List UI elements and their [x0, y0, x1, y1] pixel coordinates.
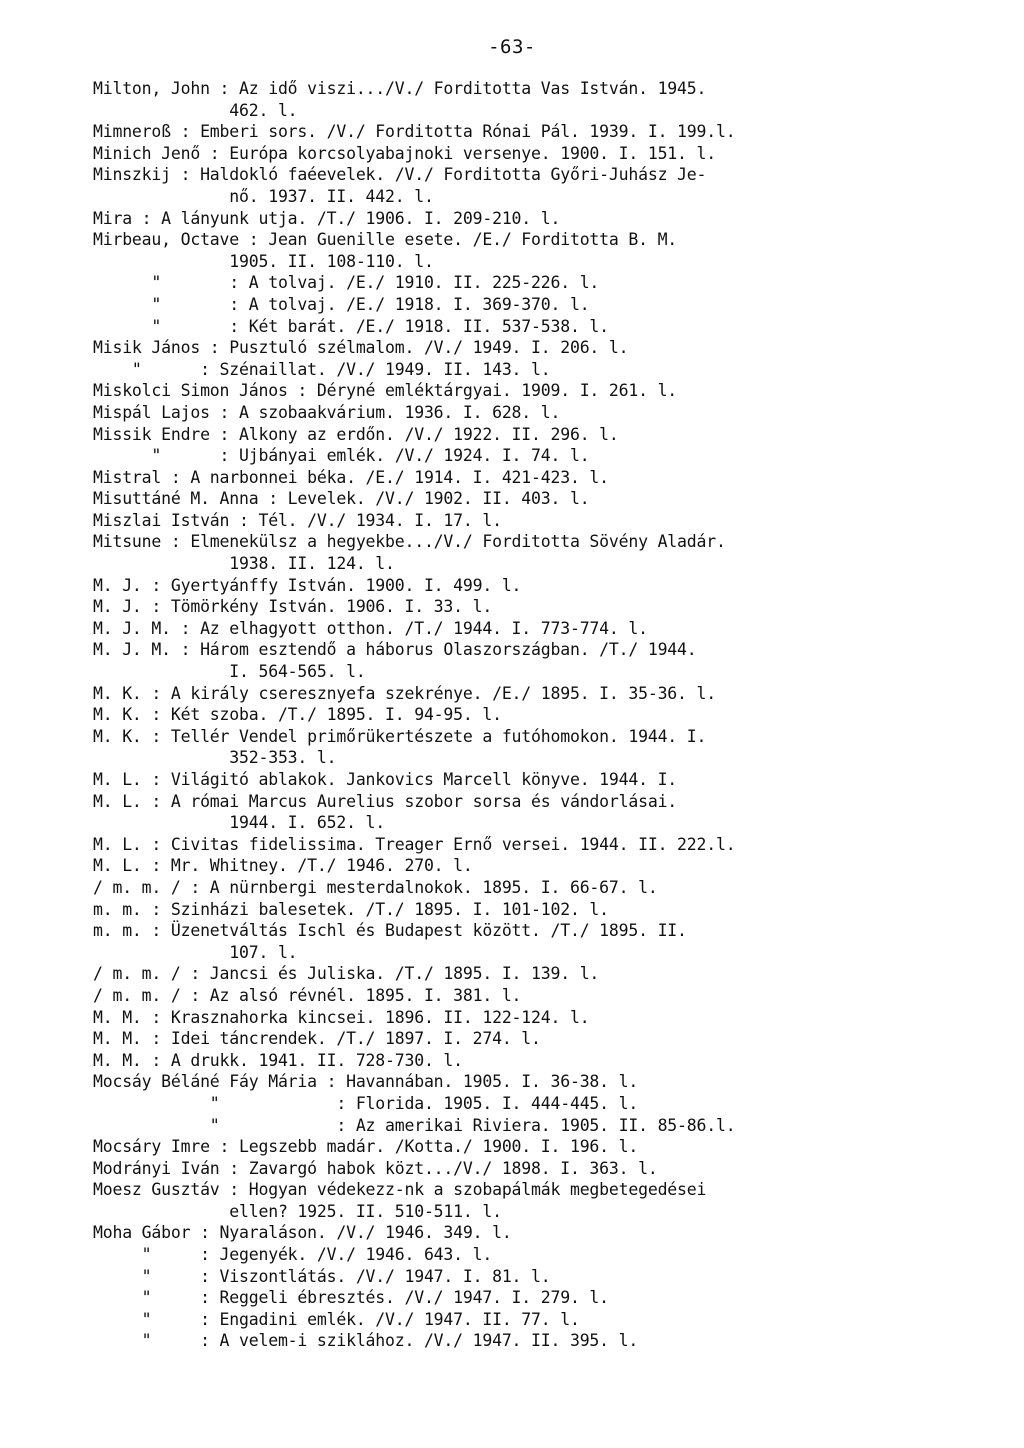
bibliography-entry-line: M. M. : Idei táncrendek. /T./ 1897. I. 274. l.	[93, 1029, 541, 1049]
bibliography-entry-line: Moha Gábor : Nyaraláson. /V./ 1946. 349. l.	[93, 1223, 512, 1243]
bibliography-entry-line: " : Reggeli ébresztés. /V./ 1947. I. 279. l.	[93, 1288, 609, 1308]
bibliography-entry-line: Misik János : Pusztuló szélmalom. /V./ 1949. I. 206. l.	[93, 338, 629, 358]
bibliography-entry-line: Mistral : A narbonnei béka. /E./ 1914. I. 421-423. l.	[93, 467, 609, 487]
bibliography-entry-line: " : A velem-i sziklához. /V./ 1947. II. 395. l.	[93, 1331, 639, 1351]
bibliography-entry-line: Minich Jenő : Európa korcsolyabajnoki versenye. 1900. I. 151. l.	[93, 143, 716, 163]
bibliography-entry-line: 1944. I. 652. l.	[93, 813, 386, 833]
bibliography-entry-line: 107. l.	[93, 942, 298, 962]
bibliography-entry-line: Moesz Gusztáv : Hogyan védekezz-nk a szobapálmák megbetegedései	[93, 1180, 707, 1200]
bibliography-entry-line: 1905. II. 108-110. l.	[93, 251, 434, 271]
bibliography-entry-line: " : Viszontlátás. /V./ 1947. I. 81. l.	[93, 1266, 551, 1286]
bibliography-entry-line: M. L. : Világitó ablakok. Jankovics Marcell könyve. 1944. I.	[93, 770, 678, 789]
bibliography-entry-line: Misuttáné M. Anna : Levelek. /V./ 1902. II. 403. l.	[93, 489, 590, 509]
bibliography-entry-line: Miszlai István : Tél. /V./ 1934. I. 17. l.	[93, 510, 502, 530]
bibliography-entry-line: M. K. : Két szoba. /T./ 1895. I. 94-95. l.	[93, 705, 502, 725]
bibliography-entry-line: " : Szénaillat. /V./ 1949. II. 143. l.	[93, 359, 551, 379]
bibliography-entry-line: Mitsune : Elmenekülsz a hegyekbe.../V./ Forditotta Sövény Aladár.	[93, 532, 726, 552]
bibliography-entry-line: Mocsáy Béláné Fáy Mária : Havannában. 1905. I. 36-38. l.	[93, 1072, 639, 1092]
bibliography-entry-line: Mocsáry Imre : Legszebb madár. /Kotta./ 1900. I. 196. l.	[93, 1137, 639, 1157]
bibliography-list	[93, 78, 993, 1352]
bibliography-entry-line: " : A tolvaj. /E./ 1918. I. 369-370. l.	[93, 294, 590, 314]
bibliography-entry-line: Modrányi Iván : Zavargó habok közt.../V./ 1898. I. 363. l.	[93, 1158, 658, 1178]
bibliography-entry-line: Missik Endre : Alkony az erdőn. /V./ 1922. II. 296. l.	[93, 424, 619, 444]
bibliography-entry-line: " : Engadini emlék. /V./ 1947. II. 77. l.	[93, 1309, 580, 1329]
bibliography-entry-line: Minszkij : Haldokló faéevelek. /V./ Forditotta Győri-Juhász Je-	[93, 165, 707, 185]
bibliography-entry-line: Mira : A lányunk utja. /T./ 1906. I. 209-210. l.	[93, 208, 561, 228]
bibliography-entry-line: M. K. : A király cseresznyefa szekrénye. /E./ 1895. I. 35-36. l.	[93, 683, 716, 703]
bibliography-entry-line: Milton, John : Az idő viszi.../V./ Forditotta Vas István. 1945.	[93, 79, 707, 98]
bibliography-entry-line: m. m. : Szinházi balesetek. /T./ 1895. I. 101-102. l.	[93, 899, 609, 919]
bibliography-entry-line: M. K. : Tellér Vendel primőrükertészete a futóhomokon. 1944. I.	[93, 726, 707, 746]
bibliography-entry-line: Mirbeau, Octave : Jean Guenille esete. /E./ Forditotta B. M.	[93, 230, 678, 250]
bibliography-entry-line: " : Florida. 1905. I. 444-445. l.	[93, 1093, 639, 1113]
bibliography-entry-line: / m. m. / : Az alsó révnél. 1895. I. 381. l.	[93, 985, 522, 1005]
bibliography-entry-line: I. 564-565. l.	[93, 662, 366, 682]
bibliography-entry-line: 462. l.	[93, 100, 298, 120]
bibliography-entry-line: m. m. : Üzenetváltás Ischl és Budapest között. /T./ 1895. II.	[93, 921, 687, 941]
bibliography-entry-line: " : Az amerikai Riviera. 1905. II. 85-86.l.	[93, 1115, 736, 1135]
bibliography-entry-line: Miskolci Simon János : Déryné emléktárgyai. 1909. I. 261. l.	[93, 381, 678, 401]
bibliography-entry-line: " : A tolvaj. /E./ 1910. II. 225-226. l.	[93, 273, 600, 293]
bibliography-entry-line: Mispál Lajos : A szobaakvárium. 1936. I. 628. l.	[93, 402, 561, 422]
bibliography-entry-line: nő. 1937. II. 442. l.	[93, 186, 434, 206]
bibliography-entry-line: " : Két barát. /E./ 1918. II. 537-538. l.	[93, 316, 609, 336]
bibliography-entry-line: M. J. M. : Három esztendő a háborus Olaszországban. /T./ 1944.	[93, 640, 697, 660]
bibliography-entry-line: 1938. II. 124. l.	[93, 554, 395, 574]
bibliography-entry-line: M. J. M. : Az elhagyott otthon. /T./ 1944. I. 773-774. l.	[93, 618, 648, 638]
bibliography-entry-line: M. L. : Mr. Whitney. /T./ 1946. 270. l.	[93, 856, 473, 876]
bibliography-entry-line: 352-353. l.	[93, 748, 337, 768]
bibliography-entry-line: M. L. : Civitas fidelissima. Treager Ernő versei. 1944. II. 222.l.	[93, 834, 736, 854]
bibliography-entry-line: " : Jegenyék. /V./ 1946. 643. l.	[93, 1245, 493, 1265]
bibliography-entry-line: M. J. : Gyertyánffy István. 1900. I. 499. l.	[93, 575, 522, 595]
bibliography-entry-line: Mimneroß : Emberi sors. /V./ Forditotta Rónai Pál. 1939. I. 199.l.	[93, 122, 736, 142]
bibliography-entry-line: M. L. : A római Marcus Aurelius szobor sorsa és vándorlásai.	[93, 791, 678, 811]
bibliography-entry-line: ellen? 1925. II. 510-511. l.	[93, 1201, 502, 1221]
bibliography-entry-line: M. J. : Tömörkény István. 1906. I. 33. l.	[93, 597, 493, 617]
bibliography-entry-line: M. M. : Krasznahorka kincsei. 1896. II. 122-124. l.	[93, 1007, 590, 1027]
bibliography-entry-line: M. M. : A drukk. 1941. II. 728-730. l.	[93, 1050, 463, 1070]
bibliography-entry-line: / m. m. / : A nürnbergi mesterdalnokok. 1895. I. 66-67. l.	[93, 877, 658, 897]
bibliography-entry-line: " : Ujbányai emlék. /V./ 1924. I. 74. l.	[93, 446, 590, 466]
page-number: -63-	[488, 36, 536, 58]
bibliography-entry-line: / m. m. / : Jancsi és Juliska. /T./ 1895. I. 139. l.	[93, 964, 600, 984]
